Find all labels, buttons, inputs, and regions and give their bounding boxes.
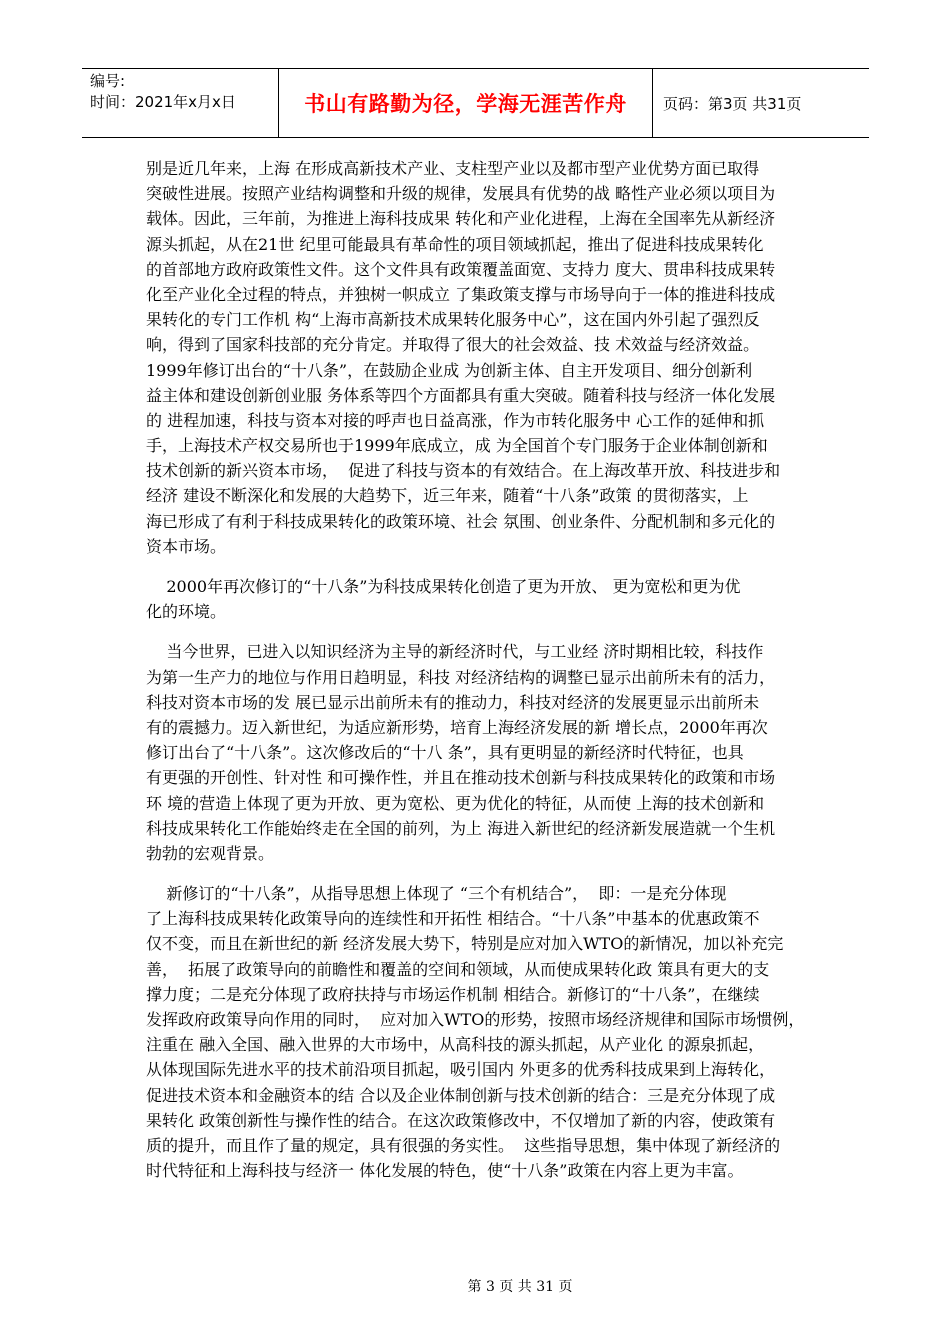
text-line: 促进技术资本和金融资本的结 合以及企业体制创新与技术创新的结合：三是充分体现了成 bbox=[146, 1085, 776, 1105]
text-line: 海已形成了有利于科技成果转化的政策环境、社会 氛围、创业条件、分配机制和多元化的 bbox=[146, 511, 776, 531]
text-line: 的 进程加速，科技与资本对接的呼声也日益高涨，作为市转化服务中 心工作的延伸和抓 bbox=[146, 410, 765, 430]
paragraph-gap bbox=[146, 624, 818, 639]
paragraph bbox=[146, 881, 818, 1183]
header-meta bbox=[82, 69, 279, 137]
paragraph bbox=[146, 574, 818, 624]
document-date: 时间：2021年x月x日 bbox=[90, 93, 236, 111]
text-line: 发挥政府政策导向作用的同时， 应对加入WTO的形势，按照市场经济规律和国际市场惯例， bbox=[146, 1010, 805, 1029]
text-line: 注重在 融入全国、融入世界的大市场中，从高科技的源头抓起，从产业化 的源泉抓起， bbox=[146, 1035, 765, 1055]
text-line: 化至产业化全过程的特点，并独树一帜成立 了集政策支撑与市场导向于一体的推进科技成 bbox=[146, 284, 776, 304]
text-line: 1999年修订出台的“十八条”，在鼓励企业成 为创新主体、自主开发项目、细分创新利 bbox=[146, 360, 753, 380]
text-line: 有更强的开创性、针对性 和可操作性，并且在推动技术创新与科技成果转化的政策和市场 bbox=[146, 768, 776, 788]
document-body bbox=[146, 156, 818, 1183]
text-line: 有的震撼力。迈入新世纪，为适应新形势，培育上海经济发展的新 增长点，2000年再次 bbox=[146, 717, 768, 737]
paragraph-gap bbox=[146, 559, 818, 574]
text-line: 仅不变，而且在新世纪的新 经济发展大势下，特别是应对加入WTO的新情况，加以补充完 bbox=[146, 934, 784, 954]
text-line: 别是近几年来，上海 在形成高新技术产业、支柱型产业以及都市型产业优势方面已取得 bbox=[146, 159, 760, 178]
text-line: 科技对资本市场的发 展已显示出前所未有的推动力，科技对经济的发展更显示出前所未 bbox=[146, 692, 760, 712]
text-line: 的首部地方政府政策性文件。这个文件具有政策覆盖面宽、支持力 度大、贯串科技成果转 bbox=[146, 259, 776, 279]
text-line: 科技成果转化工作能始终走在全国的前列，为上 海进入新世纪的经济新发展造就一个生机 bbox=[146, 818, 776, 838]
text-line: 时代特征和上海科技与经济一 体化发展的特色，使“十八条”政策在内容上更为丰富。 bbox=[146, 1161, 744, 1181]
text-line: 质的提升，而且作了量的规定，具有很强的务实性。 这些指导思想，集中体现了新经济的 bbox=[146, 1135, 781, 1155]
text-line: 果转化 政策创新性与操作性的结合。在这次政策修改中，不仅增加了新的内容，使政策有 bbox=[146, 1110, 776, 1130]
page-footer: 第 3 页 共 31 页 bbox=[467, 1279, 573, 1295]
text-line: 为第一生产力的地位与作用日趋明显，科技 对经济结构的调整已显示出前所未有的活力， bbox=[146, 667, 776, 687]
text-line: 手，上海技术产权交易所也于1999年底成立，成 为全国首个专门服务于企业体制创新和 bbox=[146, 436, 768, 456]
paragraph bbox=[146, 639, 818, 866]
text-line: 从体现国际先进水平的技术前沿项目抓起，吸引国内 外更多的优秀科技成果到上海转化， bbox=[146, 1060, 776, 1080]
paragraph-gap bbox=[146, 866, 818, 881]
text-line: 善， 拓展了政策导向的前瞻性和覆盖的空间和领域，从而使成果转化政 策具有更大的支 bbox=[146, 959, 770, 979]
text-line: 经济 建设不断深化和发展的大趋势下，近三年来，随着“十八条”政策 的贯彻落实，上 bbox=[146, 486, 749, 506]
text-line: 载体。因此，三年前，为推进上海科技成果 转化和产业化进程，上海在全国率先从新经济 bbox=[146, 209, 776, 229]
text-line: 果转化的专门工作机 构“上海市高新技术成果转化服务中心”，这在国内外引起了强烈反 bbox=[146, 310, 760, 330]
text-line: 技术创新的新兴资本市场， 促进了科技与资本的有效结合。在上海改革开放、科技进步和 bbox=[146, 461, 781, 481]
text-line: 2000年再次修订的“十八条”为科技成果转化创造了更为开放、 更为宽松和更为优 bbox=[146, 577, 741, 596]
page-header bbox=[82, 68, 869, 138]
document-number-label: 编号: bbox=[90, 72, 126, 90]
text-line: 益主体和建设创新创业服 务体系等四个方面都具有重大突破。随着科技与经济一体化发展 bbox=[146, 385, 776, 405]
text-line: 化的环境。 bbox=[146, 602, 227, 622]
text-line: 突破性进展。按照产业结构调整和升级的规律，发展具有优势的战 略性产业必须以项目为 bbox=[146, 184, 776, 204]
text-line: 资本市场。 bbox=[146, 536, 227, 556]
text-line: 源头抓起，从在21世 纪里可能最具有革命性的项目领域抓起，推出了促进科技成果转化 bbox=[146, 234, 764, 254]
text-line: 当今世界，已进入以知识经济为主导的新经济时代，与工业经 济时期相比较，科技作 bbox=[146, 642, 764, 662]
text-line: 勃勃的宏观背景。 bbox=[146, 843, 275, 863]
header-page-code: 页码：第3页 共31页 bbox=[663, 94, 802, 113]
paragraph bbox=[146, 156, 818, 559]
text-line: 环 境的营造上体现了更为开放、更为宽松、更为优化的特征，从而使 上海的技术创新和 bbox=[146, 793, 765, 813]
text-line: 了上海科技成果转化政策导向的连续性和开拓性 相结合。“十八条”中基本的优惠政策不 bbox=[146, 909, 760, 929]
header-motto: 书山有路勤为径，学海无涯苦作舟 bbox=[279, 69, 653, 137]
text-line: 修订出台了“十八条”。这次修改后的“十八 条”，具有更明显的新经济时代特征，也具 bbox=[146, 743, 744, 763]
text-line: 响，得到了国家科技部的充分肯定。并取得了很大的社会效益、技 术效益与经济效益。 bbox=[146, 335, 760, 355]
text-line: 撑力度；二是充分体现了政府扶持与市场运作机制 相结合。新修订的“十八条”，在继续 bbox=[146, 984, 760, 1004]
text-line: 新修订的“十八条”，从指导思想上体现了 “三个有机结合”， 即：一是充分体现 bbox=[146, 884, 727, 904]
